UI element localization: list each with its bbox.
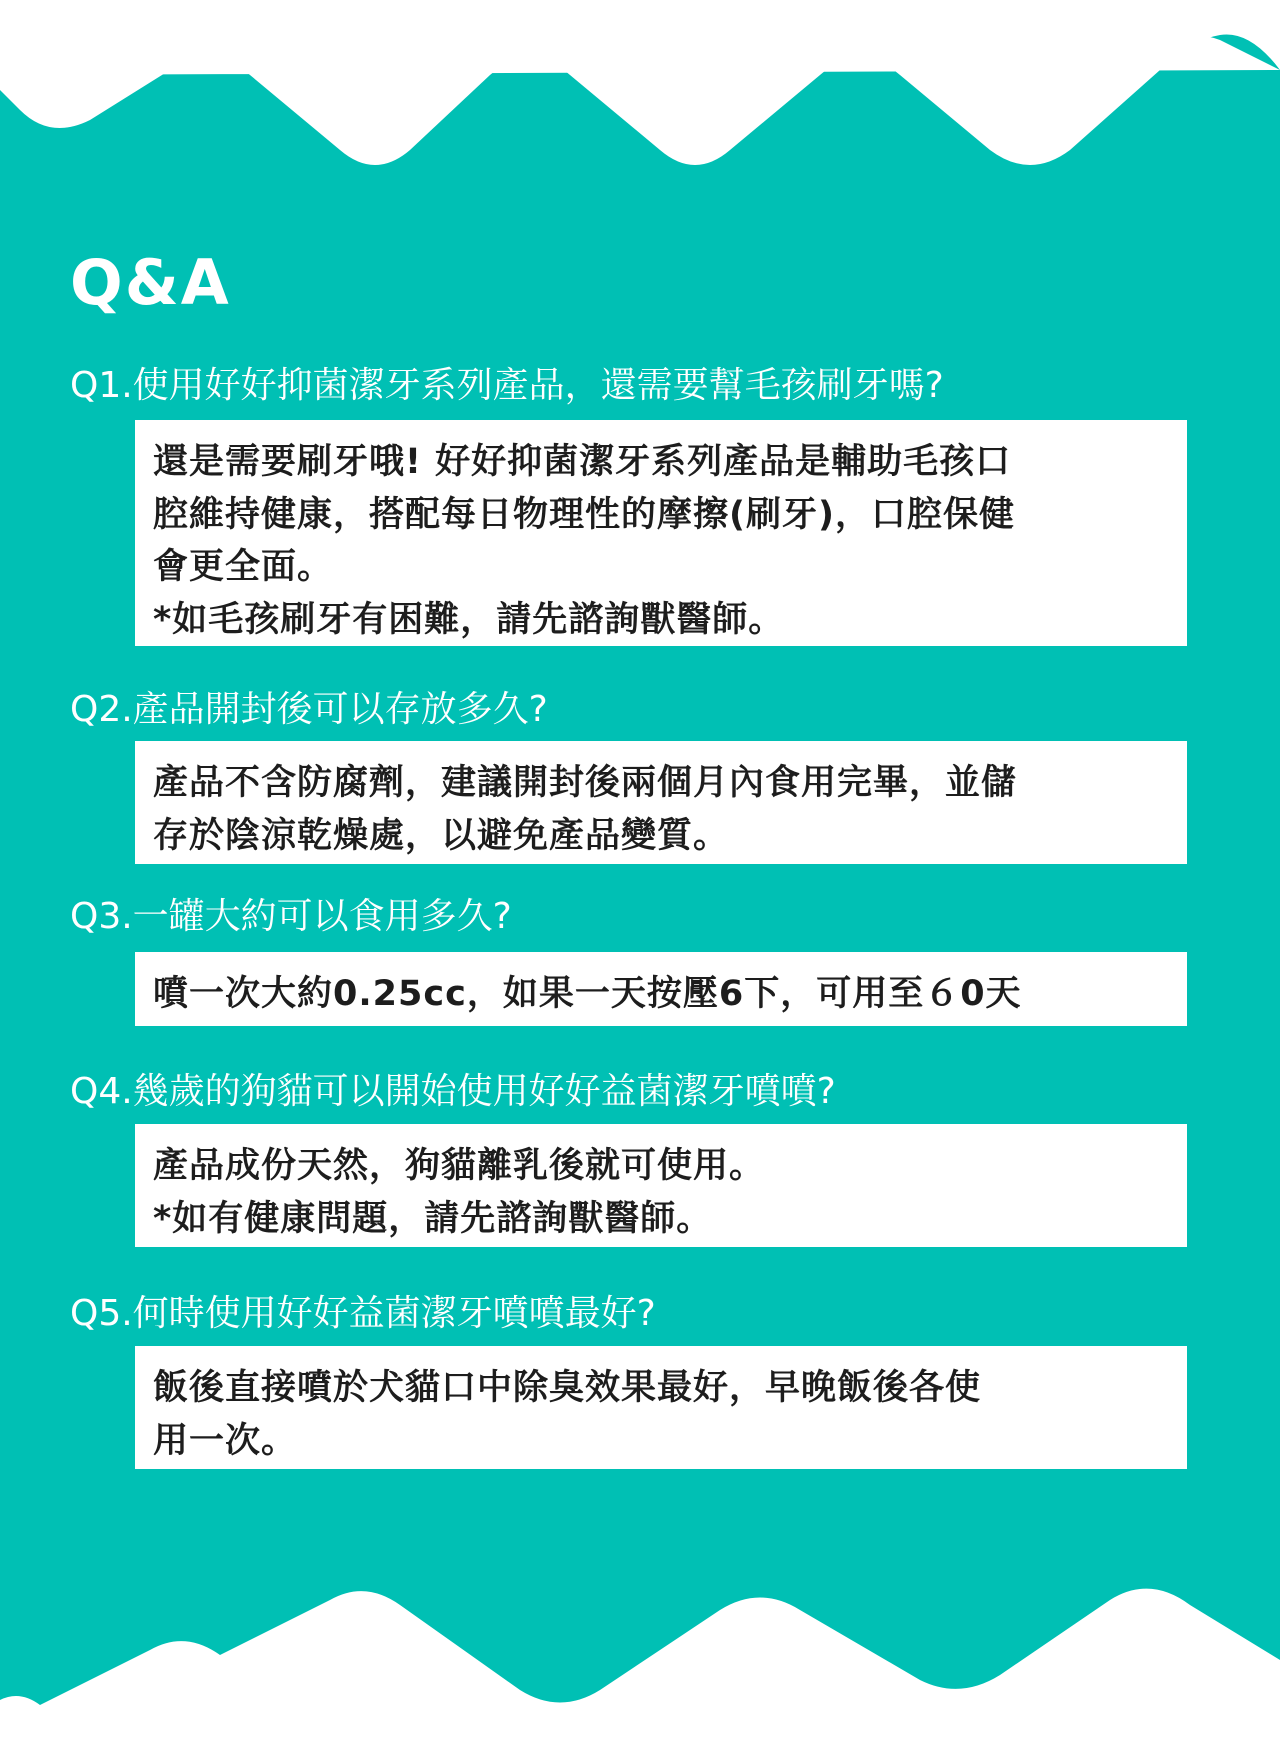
page-title: Q&A <box>70 246 231 319</box>
answer-box-3 <box>135 952 1187 1026</box>
answer-5-line-1: 飯後直接噴於犬貓口中除臭效果最好，早晚飯後各使 <box>153 1368 982 1408</box>
answer-box-4 <box>135 1124 1187 1247</box>
answer-1-line-4: *如毛孩刷牙有困難，請先諮詢獸醫師。 <box>153 599 785 640</box>
answer-3-line-1: 噴一次大約0.25cc，如果一天按壓6下，可用至６0天 <box>153 974 1022 1014</box>
answer-1-line-3: 會更全面。 <box>153 547 334 587</box>
question-3: Q3.一罐大約可以食用多久? <box>70 896 512 937</box>
answer-box-5 <box>135 1346 1187 1469</box>
answer-box-1 <box>135 420 1187 646</box>
question-2: Q2.產品開封後可以存放多久? <box>70 689 548 730</box>
question-4: Q4.幾歲的狗貓可以開始使用好好益菌潔牙噴噴? <box>70 1071 836 1112</box>
answer-2-line-1: 產品不含防腐劑，建議開封後兩個月內食用完畢，並儲 <box>153 763 1018 803</box>
question-1: Q1.使用好好抑菌潔牙系列產品，還需要幫毛孩刷牙嗎? <box>70 365 944 406</box>
question-5: Q5.何時使用好好益菌潔牙噴噴最好? <box>70 1293 656 1334</box>
answer-2-line-2: 存於陰涼乾燥處，以避免產品變質。 <box>153 815 730 856</box>
answer-4-line-2: *如有健康問題，請先諮詢獸醫師。 <box>153 1198 713 1239</box>
answer-1-line-1: 還是需要刷牙哦! 好好抑菌潔牙系列產品是輔助毛孩口 <box>153 442 1012 482</box>
answer-1-line-2: 腔維持健康，搭配每日物理性的摩擦(刷牙)，口腔保健 <box>153 494 1015 535</box>
answer-5-line-2: 用一次。 <box>153 1420 298 1461</box>
answer-4-line-1: 產品成份天然，狗貓離乳後就可使用。 <box>153 1146 766 1186</box>
answer-box-2 <box>135 741 1187 864</box>
